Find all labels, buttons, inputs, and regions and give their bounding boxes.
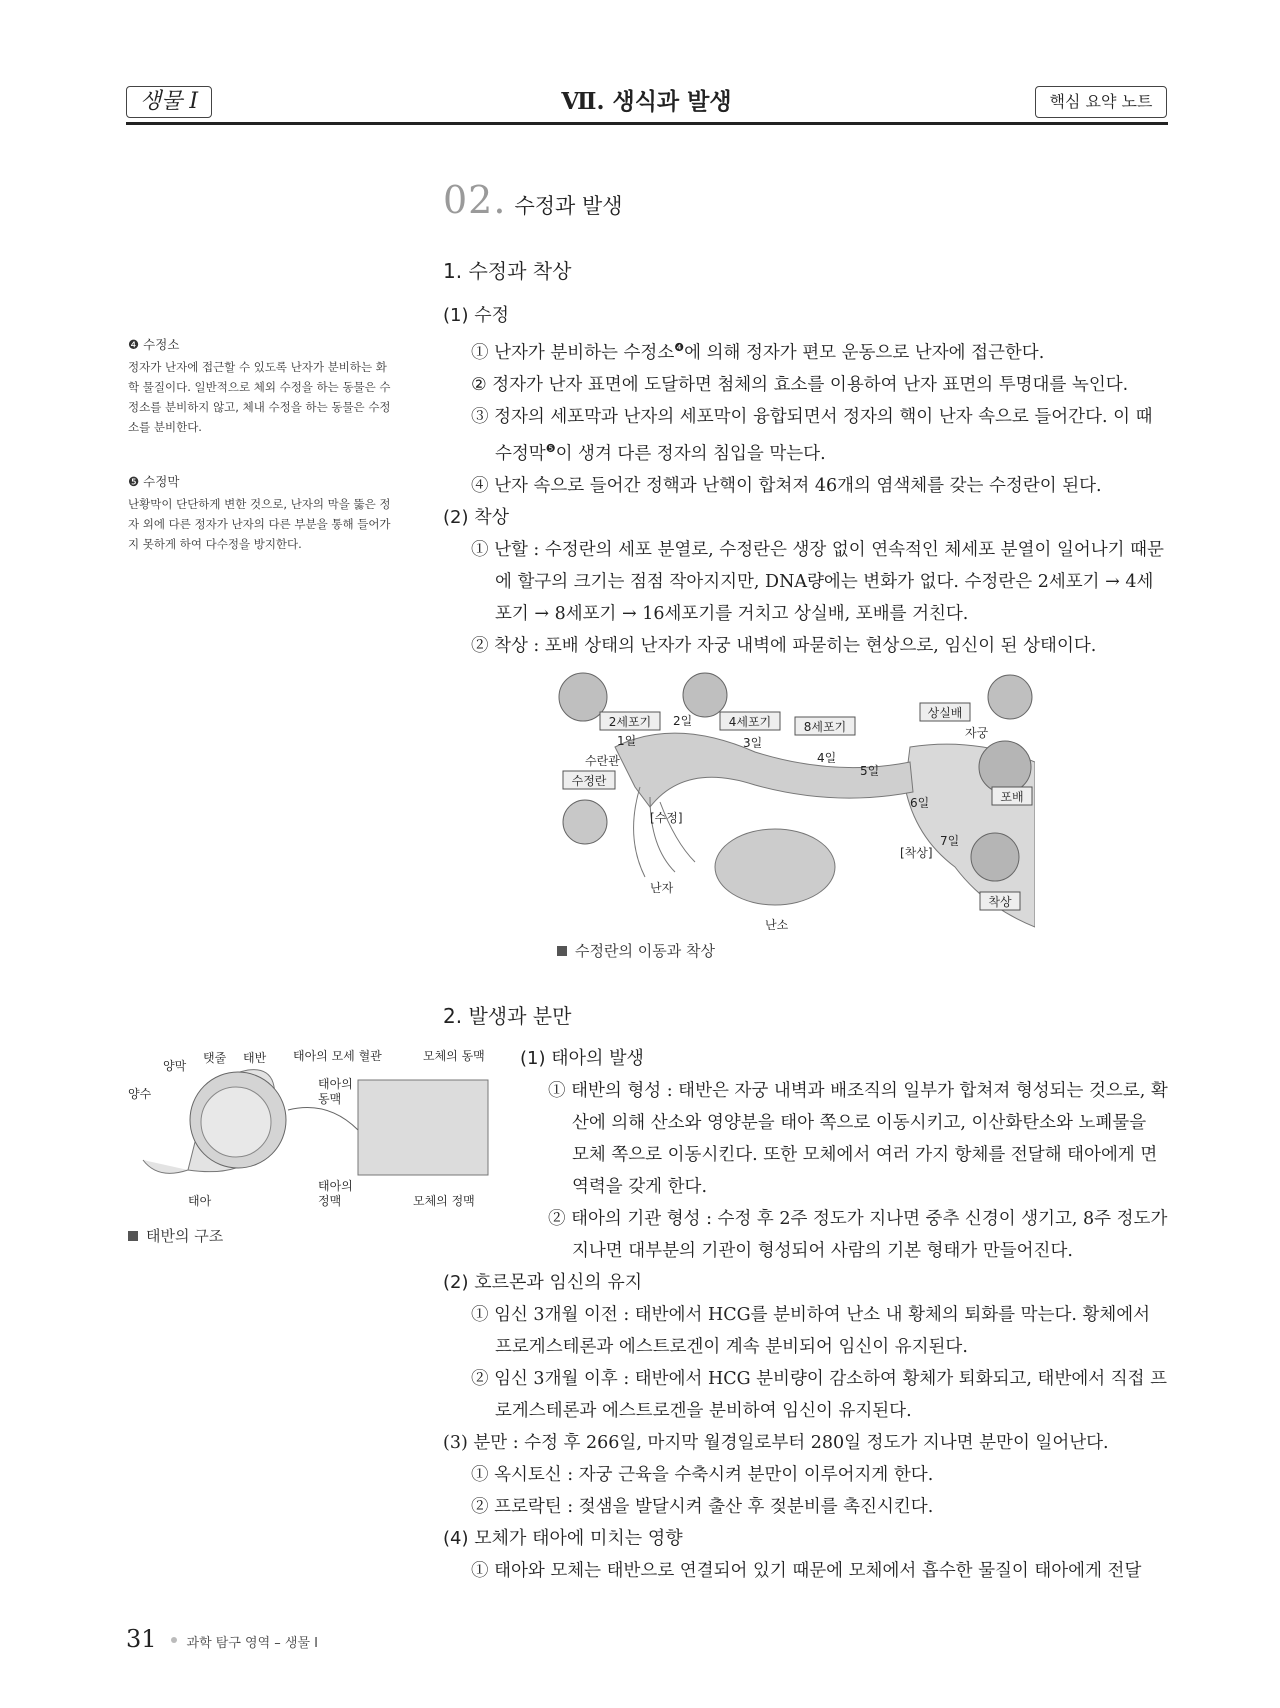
label-fetal-artery-2: 동맥 [318, 1092, 342, 1106]
note-type-label: 핵심 요약 노트 [1035, 86, 1167, 118]
section-2-title: 2. 발생과 분만 [443, 1004, 572, 1028]
footer-text: 과학 탐구 영역 – 생물 Ⅰ [186, 1636, 319, 1651]
fimbriae [634, 787, 695, 877]
label-placenta: 태반 [243, 1051, 267, 1065]
chapter-heading [443, 178, 623, 222]
label-impl-box: 착상 [988, 895, 1012, 909]
four-cell-image [683, 673, 727, 717]
label-day6: 6일 [910, 796, 930, 810]
unit-title: Ⅶ. 생식과 발생 [561, 88, 732, 115]
label-impl: [착상] [900, 846, 933, 860]
maternal-effect-title: (4) 모체가 태아에 미치는 영향 [443, 1528, 683, 1549]
fertilization-item-1: ① 난자가 분비하는 수정소$^❹$에 의해 정자가 편모 운동으로 난자에 접근한다. [471, 341, 1045, 363]
chapter-number: 02. [443, 178, 507, 222]
label-day5: 5일 [860, 764, 880, 778]
fertilization-item-3: ③ 정자의 세포막과 난자의 세포막이 융합되면서 정자의 핵이 난자 속으로 들어간다. 이 때 수정막$^❺$이 생겨 다른 정자의 침입을 막는다. [471, 406, 1153, 464]
side-note-5 [128, 472, 393, 554]
zygote-image [563, 800, 607, 844]
label-morula: 상실배 [927, 706, 963, 720]
label-day2: 2일 [673, 714, 693, 728]
label-day7: 7일 [940, 834, 960, 848]
label-day3: 3일 [743, 736, 763, 750]
section-2-part-2 [443, 1267, 1168, 1587]
page-number: 31 [126, 1625, 157, 1653]
zygote-migration-figure [555, 667, 1035, 937]
label-fetal-artery-1: 태아의 [318, 1077, 353, 1091]
side-note-4 [128, 335, 393, 437]
implantation-item-2: ② 착상 : 포배 상태의 난자가 자궁 내벽에 파묻히는 현상으로, 임신이 된 상태이다. [471, 635, 1097, 656]
ovary-shape [715, 829, 835, 905]
section-1-body [443, 300, 1168, 662]
label-uterus: 자궁 [965, 726, 989, 740]
label-egg: 난자 [650, 881, 674, 895]
page-header [126, 86, 1167, 126]
placenta-figure [128, 1040, 498, 1220]
implantation-item-1: ① 난할 : 수정란의 세포 분열로, 수정란은 생장 없이 연속적인 체세포 분열이 일어나기 때문에 할구의 크기는 점점 작아지지만, DNA량에는 변화가 없다. 수정란은 2세포기 → 4세포기 → 8세포기 → 16세포기를 거치고 상실배, 포배를 거친다. [471, 539, 1164, 624]
label-blastula: 포배 [1000, 790, 1024, 804]
blastula-image [979, 741, 1031, 793]
label-oviduct: 수란관 [585, 754, 620, 768]
hormone-item-1: ① 임신 3개월 이전 : 태반에서 HCG를 분비하여 난소 내 황체의 퇴화를 막는다. 황체에서 프로게스테론과 에스트로겐이 계속 분비되어 임신이 유지된다. [471, 1305, 1151, 1357]
label-mother-vein: 모체의 정맥 [413, 1194, 475, 1208]
subject-label: 생물 Ⅰ [126, 86, 212, 118]
label-amnion: 양막 [163, 1059, 187, 1073]
label-day4: 4일 [817, 751, 837, 765]
hormone-item-2: ② 임신 3개월 이후 : 태반에서 HCG 분비량이 감소하여 황체가 퇴화되고, 태반에서 직접 프로게스테론과 에스트로겐을 분비하여 임신이 유지된다. [471, 1369, 1167, 1421]
label-8cell: 8세포기 [803, 720, 847, 734]
label-capillary: 태아의 모세 혈관 [293, 1049, 382, 1063]
maternal-effect-item-1: ① 태아와 모체는 태반으로 연결되어 있기 때문에 모체에서 흡수한 물질이 태아에게 전달 [471, 1561, 1142, 1581]
chapter-title: 수정과 발생 [514, 194, 623, 218]
fertilization-title: (1) 수정 [443, 305, 509, 326]
side-note-4-title: ❹ 수정소 [128, 337, 180, 352]
label-cord: 탯줄 [203, 1051, 227, 1065]
section-1-title: 1. 수정과 착상 [443, 259, 572, 283]
hormone-title: (2) 호르몬과 임신의 유지 [443, 1272, 643, 1293]
side-note-4-text: 정자가 난자에 접근할 수 있도록 난자가 분비하는 화학 물질이다. 일반적으로 체외 수정을 하는 동물은 수정소를 분비하지 않고, 체내 수정을 하는 동물은 수정소를 분비한다. [128, 360, 391, 434]
fetal-dev-item-2: ② 태아의 기관 형성 : 수정 후 2주 정도가 지나면 중추 신경이 생기고, 8주 정도가 지나면 대부분의 기관이 형성되어 사람의 기본 형태가 만들어진다. [548, 1209, 1168, 1261]
label-mother-artery: 모체의 동맥 [423, 1049, 485, 1063]
label-ovary: 난소 [765, 918, 789, 932]
page-footer [126, 1625, 318, 1653]
label-4cell: 4세포기 [728, 715, 772, 729]
fertilization-item-2: ② 정자가 난자 표면에 도달하면 첨체의 효소를 이용하여 난자 표면의 투명대를 녹인다. [471, 374, 1129, 395]
fetal-dev-title: (1) 태아의 발생 [520, 1048, 644, 1069]
label-fetal-vein-1: 태아의 [318, 1179, 353, 1193]
label-fetal-vein-2: 정맥 [318, 1194, 342, 1208]
label-fert: [수정] [650, 811, 683, 825]
label-zygote: 수정란 [571, 774, 607, 788]
label-amniotic: 양수 [128, 1087, 152, 1101]
figure-1-caption: 수정란의 이동과 착상 [557, 940, 715, 961]
birth-item-1: ① 옥시토신 : 자궁 근육을 수축시켜 분만이 이루어지게 한다. [471, 1465, 934, 1485]
birth-item-2: ② 프로락틴 : 젖샘을 발달시켜 출산 후 젖분비를 촉진시킨다. [471, 1497, 934, 1517]
birth-title: (3) 분만 : 수정 후 266일, 마지막 월경일로부터 280일 정도가 지나면 분만이 일어난다. [443, 1433, 1109, 1453]
figure-2-caption: 태반의 구조 [128, 1225, 223, 1246]
label-2cell: 2세포기 [608, 715, 652, 729]
morula-image [988, 675, 1032, 719]
implantation-title: (2) 착상 [443, 506, 509, 528]
implantation-image [971, 833, 1019, 881]
label-day1: 1일 [617, 734, 637, 748]
label-fetus: 태아 [188, 1194, 212, 1208]
side-note-5-title: ❺ 수정막 [128, 474, 180, 489]
side-note-5-text: 난황막이 단단하게 변한 것으로, 난자의 막을 뚫은 정자 외에 다른 정자가 난자의 다른 부분을 통해 들어가지 못하게 하여 다수정을 방지한다. [128, 497, 391, 551]
fertilization-item-4: ④ 난자 속으로 들어간 정핵과 난핵이 합쳐져 46개의 염색체를 갖는 수정란이 된다. [471, 475, 1102, 496]
fetal-dev-item-1: ① 태반의 형성 : 태반은 자궁 내벽과 배조직의 일부가 합쳐져 형성되는 것으로, 확산에 의해 산소와 영양분을 태아 쪽으로 이동시키고, 이산화탄소와 노폐물을 모체 쪽으로 이동시킨다. 또한 모체에서 여러 가지 항체를 전달해 태아에게 면역력을 갖게 한다. [548, 1081, 1168, 1197]
header-rule [126, 122, 1168, 125]
section-2-part-1 [520, 1043, 1168, 1267]
